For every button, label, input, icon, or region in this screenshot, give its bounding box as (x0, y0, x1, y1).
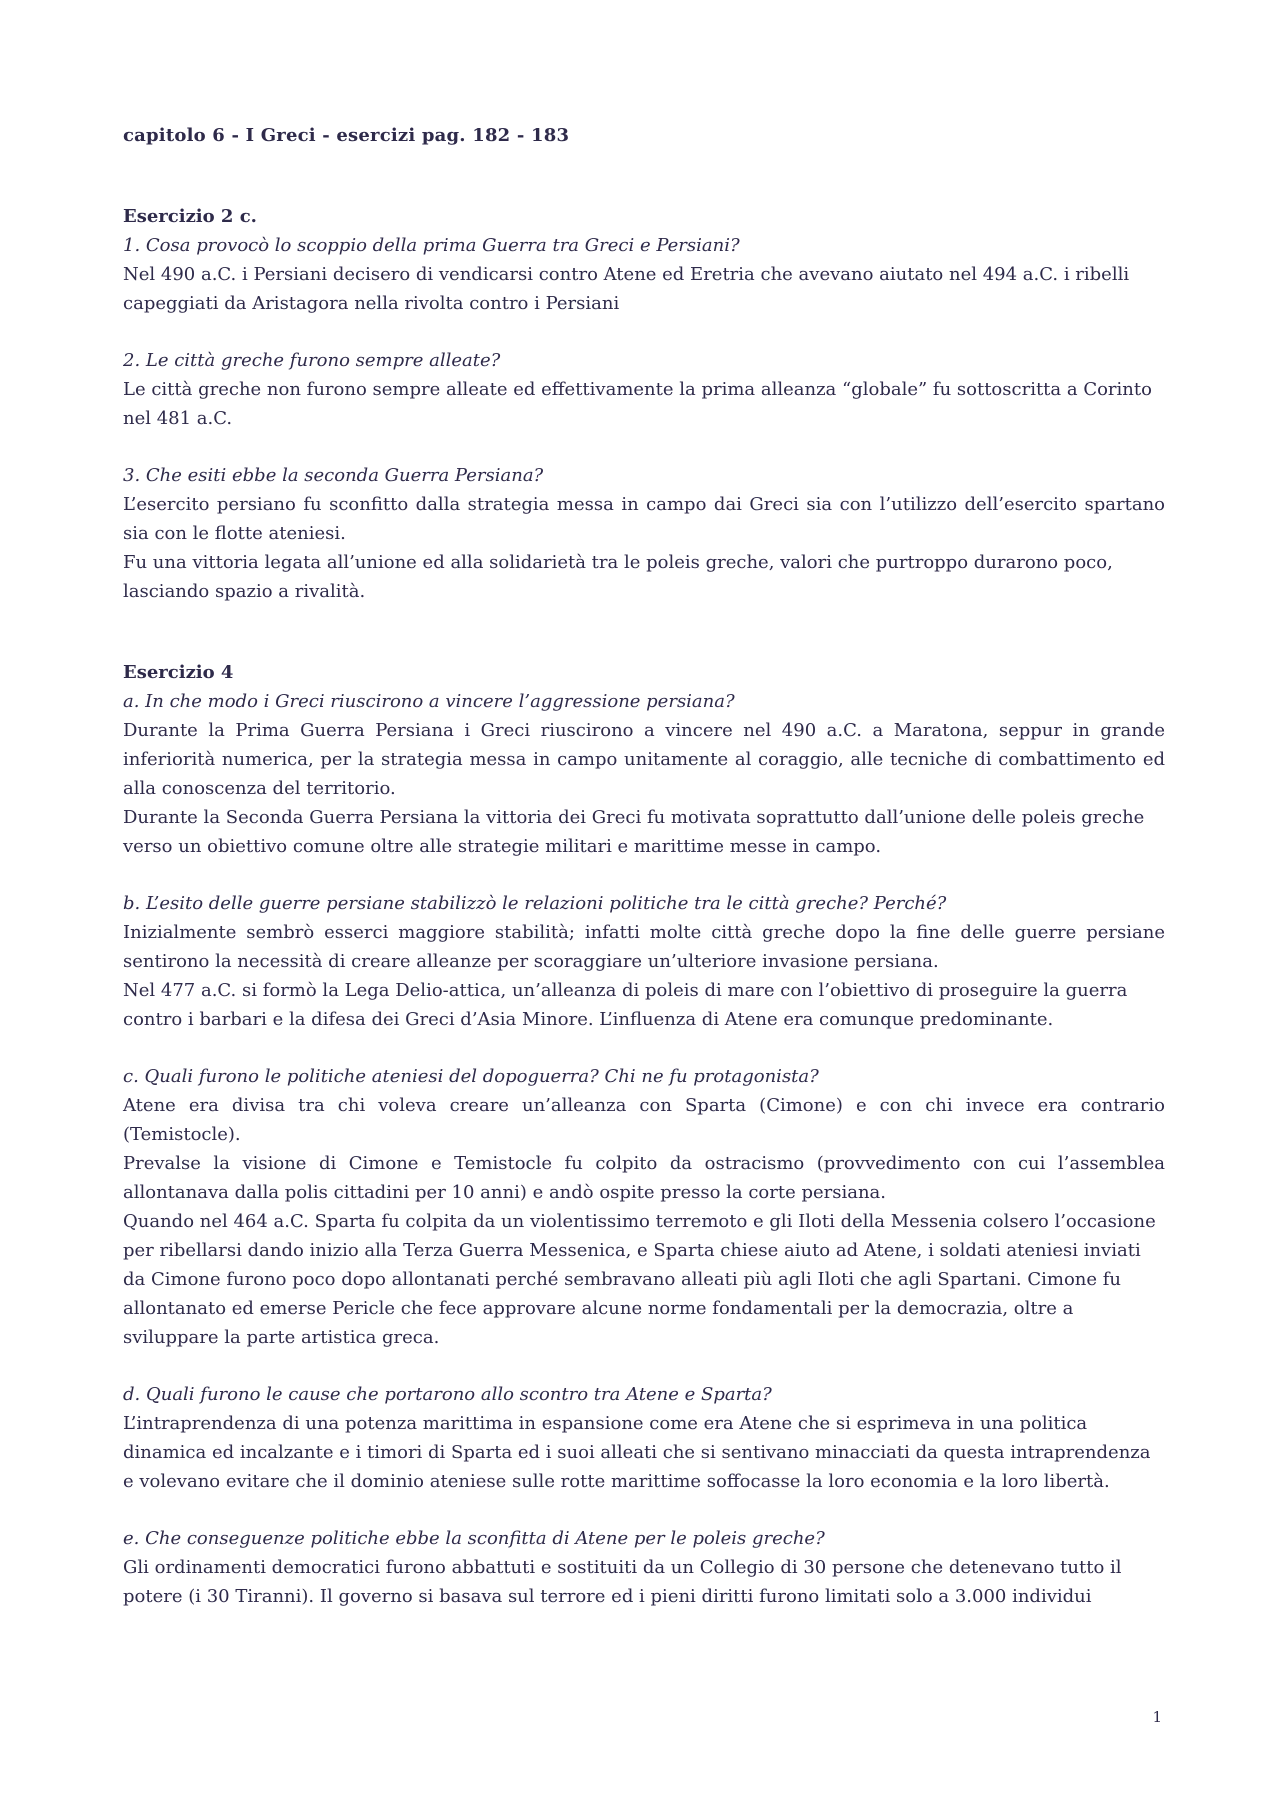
answer-b-paragraph-1: Inizialmente sembrò esserci maggiore stabilità; infatti molte città greche dopo la fine delle guerre persiane sentirono la necessità di creare alleanze per scoraggiare un’ulteriore invasione persiana. (123, 922, 1165, 972)
question-e: e. Che conseguenze politiche ebbe la sconfitta di Atene per le poleis greche? (123, 1528, 825, 1549)
question-a: a. In che modo i Greci riuscirono a vincere l’aggressione persiana? (123, 691, 735, 712)
answer-2-paragraph-1: Le città greche non furono sempre alleate ed effettivamente la prima alleanza “globale” fu sottoscritta a Corinto nel 481 a.C. (123, 379, 1152, 429)
spacer (123, 1496, 1165, 1524)
exercise-heading: Esercizio 2 c. (123, 206, 257, 227)
question-b: b. L’esito delle guerre persiane stabilizzò le relazioni politiche tra le città greche? Perché? (123, 893, 947, 914)
answer-3-paragraph-2: Fu una vittoria legata all’unione ed alla solidarietà tra le poleis greche, valori che purtroppo durarono poco, lasciando spazio a rivalità. (123, 552, 1113, 602)
answer-c-paragraph-3: Quando nel 464 a.C. Sparta fu colpita da un violentissimo terremoto e gli Iloti della Messenia colsero l’occasione per ribellarsi dando inizio alla Terza Guerra Messenica, e Sparta chiese aiuto ad Atene, i soldati ateniesi inviati da Cimone furono poco dopo allontanati perché sembravano alleati più agli Iloti che agli Spartani. Cimone fu allontanato ed emerse Pericle che fece approvare alcune norme fondamentali per la democrazia, oltre a sviluppare la parte artistica greca. (123, 1211, 1156, 1348)
page-number: 1 (1152, 1708, 1162, 1726)
answer-c-paragraph-2: Prevalse la visione di Cimone e Temistocle fu colpito da ostracismo (provvedimento con cui l’assemblea allontanava dalla polis cittadini per 10 anni) e andò ospite presso la corte persiana. (123, 1153, 1165, 1203)
spacer (123, 433, 1165, 461)
question-c: c. Quali furono le politiche ateniesi del dopoguerra? Chi ne fu protagonista? (123, 1066, 819, 1087)
question-1: 1. Cosa provocò lo scoppio della prima Guerra tra Greci e Persiani? (123, 235, 740, 256)
spacer (123, 318, 1165, 346)
question-3: 3. Che esiti ebbe la seconda Guerra Persiana? (123, 465, 544, 486)
document-title: capitolo 6 - I Greci - esercizi pag. 182 - 183 (123, 125, 570, 146)
spacer (123, 1034, 1165, 1062)
answer-b-paragraph-2: Nel 477 a.C. si formò la Lega Delio-attica, un’alleanza di poleis di mare con l’obiettivo di proseguire la guerra contro i barbari e la difesa dei Greci d’Asia Minore. L’influenza di Atene era comunque predominante. (123, 980, 1128, 1030)
question-2: 2. Le città greche furono sempre alleate? (123, 350, 501, 371)
question-d: d. Quali furono le cause che portarono allo scontro tra Atene e Sparta? (123, 1384, 772, 1405)
exercise-4-section (123, 658, 1165, 1611)
answer-e-paragraph-1: Gli ordinamenti democratici furono abbattuti e sostituiti da un Collegio di 30 persone che detenevano tutto il potere (i 30 Tiranni). Il governo si basava sul terrore ed i pieni diritti furono limitati solo a 3.000 individui (123, 1557, 1122, 1607)
answer-c-paragraph-1: Atene era divisa tra chi voleva creare un’alleanza con Sparta (Cimone) e con chi invece era contrario (Temistocle). (123, 1095, 1165, 1145)
answer-a-paragraph-2: Durante la Seconda Guerra Persiana la vittoria dei Greci fu motivata soprattutto dall’unione delle poleis greche verso un obiettivo comune oltre alle strategie militari e marittime messe in campo. (123, 807, 1145, 857)
spacer (123, 861, 1165, 889)
exercise-heading: Esercizio 4 (123, 662, 234, 683)
answer-a-paragraph-1: Durante la Prima Guerra Persiana i Greci riuscirono a vincere nel 490 a.C. a Maratona, seppur in grande inferiorità numerica, per la strategia messa in campo unitamente al coraggio, alle tecniche di combattimento ed alla conoscenza del territorio. (123, 720, 1165, 799)
answer-3-paragraph-1: L’esercito persiano fu sconfitto dalla strategia messa in campo dai Greci sia con l’utilizzo dell’esercito spartano sia con le flotte ateniesi. (123, 494, 1165, 544)
answer-1-paragraph-1: Nel 490 a.C. i Persiani decisero di vendicarsi contro Atene ed Eretria che avevano aiutato nel 494 a.C. i ribelli capeggiati da Aristagora nella rivolta contro i Persiani (123, 264, 1130, 314)
exercise-2c-section (123, 202, 1165, 606)
answer-d-paragraph-1: L’intraprendenza di una potenza marittima in espansione come era Atene che si esprimeva in una politica dinamica ed incalzante e i timori di Sparta ed i suoi alleati che si sentivano minacciati da questa intraprendenza e volevano evitare che il dominio ateniese sulle rotte marittime soffocasse la loro economia e la loro libertà. (123, 1413, 1151, 1492)
spacer (123, 1352, 1165, 1380)
